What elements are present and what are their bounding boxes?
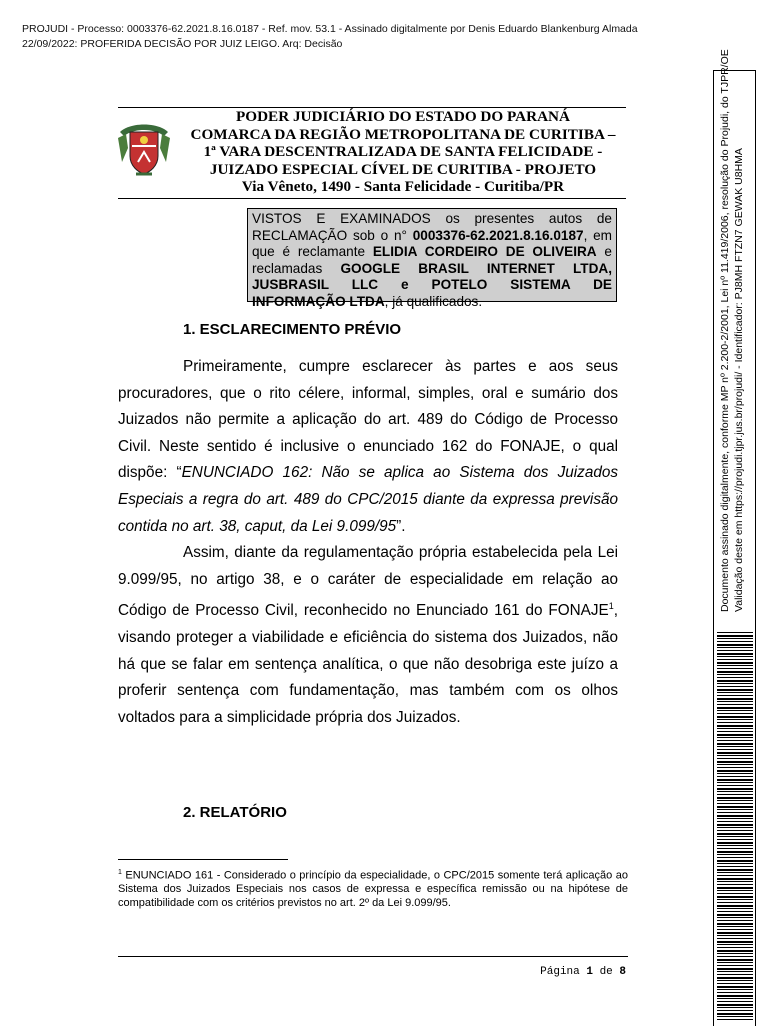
section-heading-1: 1. ESCLARECIMENTO PRÉVIO bbox=[183, 321, 402, 338]
stamp-line-1: PROJUDI - Processo: 0003376-62.2021.8.16.0187 - Ref. mov. 53.1 - Assinado digitalmente por Denis Eduardo Blankenburg Almada bbox=[22, 23, 638, 35]
summary-text-3: e reclamadas bbox=[252, 244, 612, 276]
document-stamp-header bbox=[22, 22, 638, 52]
summary-text-1: VISTOS E EXAMINADOS os presentes autos de RECLAMAÇÃO sob o n° bbox=[252, 211, 612, 243]
section-heading-2: 2. RELATÓRIO bbox=[183, 804, 287, 821]
enunciado-162-quote: ENUNCIADO 162: Não se aplica ao Sistema dos Juizados Especiais a regra do art. 489 do CPC/2015 diante da expressa previsão contida no art. 38, caput, da Lei 9.099/95 bbox=[118, 464, 618, 535]
page-current: 1 bbox=[586, 966, 593, 978]
validation-line-1: Documento assinado digitalmente, conforme MP nº 2.200-2/2001, Lei nº 11.419/2006, resolução do Projudi, do TJPR/OE bbox=[719, 49, 731, 612]
stamp-line-2: 22/09/2022: PROFERIDA DECISÃO POR JUIZ LEIGO. Arq: Decisão bbox=[22, 38, 343, 50]
paragraph-1-text: Primeiramente, cumpre esclarecer às partes e aos seus procuradores, que o rito célere, informal, simples, oral e sumário dos Juizados não permite a aplicação do art. 489 do Código de Processo Civil. Neste sentido é inclusive o enunciado 162 do FONAJE, o qual dispõe: “ bbox=[118, 358, 618, 482]
process-number: 0003376-62.2021.8.16.0187 bbox=[412, 227, 584, 243]
barcode-icon bbox=[717, 632, 753, 1022]
summary-text-4: , já qualificados. bbox=[384, 293, 483, 309]
court-line-3: 1ª VARA DESCENTRALIZADA DE SANTA FELICIDADE - bbox=[203, 143, 603, 161]
footnote-marker: 1 bbox=[118, 869, 122, 876]
validation-line-2: Validação deste em https://projudi.tjpr.jus.br/projudi/ - Identificador: PJ8MH FTZN7 GEWAK U8HMA bbox=[733, 148, 745, 612]
summary-text-2: , em que é reclamante bbox=[252, 227, 613, 260]
paragraph-1 bbox=[118, 354, 618, 540]
paragraph-2-text-a: Assim, diante da regulamentação própria estabelecida pela Lei 9.099/95, no artigo 38, e o caráter de especialidade em relação ao Código de Processo Civil, reconhecido no Enunciado 161 do FONAJE bbox=[118, 544, 618, 620]
page-of: de bbox=[592, 966, 620, 978]
footnote-separator bbox=[118, 859, 288, 860]
footnote bbox=[118, 866, 628, 911]
page-total: 8 bbox=[619, 966, 626, 978]
footnote-text: ENUNCIADO 161 - Considerado o princípio da especialidade, o CPC/2015 somente terá aplicação ao Sistema dos Juizados Especiais nos casos de expressa e específica remissão ou na hipótese de compatibilidade com os critérios previstos no art. 2º da Lei 9.099/95. bbox=[118, 869, 628, 910]
court-line-1: PODER JUDICIÁRIO DO ESTADO DO PARANÁ bbox=[236, 108, 570, 125]
court-line-4: JUIZADO ESPECIAL CÍVEL DE CURITIBA - PROJETO bbox=[209, 160, 597, 178]
page-number bbox=[520, 965, 626, 979]
case-summary-box bbox=[247, 208, 617, 309]
paragraph-1-end: ”. bbox=[396, 517, 406, 535]
page-label: Página bbox=[540, 966, 587, 978]
court-header bbox=[172, 108, 634, 196]
court-line-2: COMARCA DA REGIÃO METROPOLITANA DE CURITIBA – bbox=[190, 125, 616, 143]
claimant-name: ELIDIA CORDEIRO DE OLIVEIRA bbox=[372, 244, 597, 260]
footnote-reference[interactable]: 1 bbox=[608, 601, 614, 612]
validation-stamp-text bbox=[718, 49, 746, 612]
section-1-body bbox=[118, 354, 618, 731]
paragraph-2-text-b: , visando proteger a viabilidade e eficiência do sistema dos Juizados, não há que se falar em sentença analítica, o que não desobriga este juízo a proferir sentença com fundamentação, mas também com os olhos voltados para a simplicidade própria dos Juizados. bbox=[118, 602, 618, 726]
header-bottom-rule bbox=[118, 198, 626, 199]
paragraph-2 bbox=[118, 540, 618, 731]
defendant-names: GOOGLE BRASIL INTERNET LTDA, JUSBRASIL LLC e POTELO SISTEMA DE INFORMAÇÃO LTDA bbox=[252, 260, 612, 309]
page-bottom-rule bbox=[118, 956, 628, 957]
court-address: Via Vêneto, 1490 - Santa Felicidade - Curitiba/PR bbox=[241, 178, 565, 196]
parana-coat-of-arms-icon bbox=[116, 118, 172, 178]
